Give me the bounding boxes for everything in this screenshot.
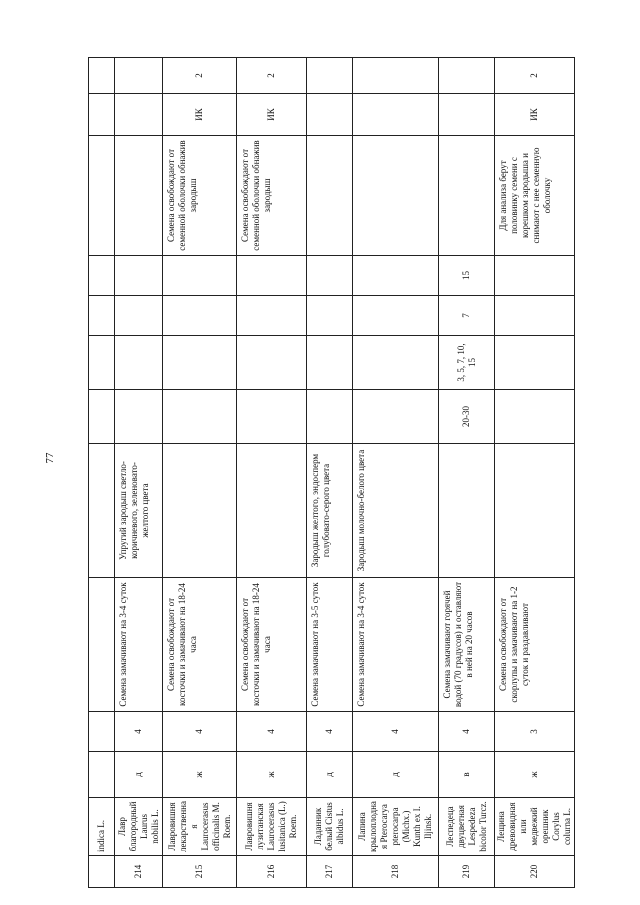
cell-c4: 4 bbox=[237, 712, 307, 752]
evaluation-text bbox=[495, 444, 575, 578]
table-row bbox=[439, 58, 495, 888]
preparation-text: Семена освобождают от скорлупы и замачивают на 1-2 суток и раздавливают bbox=[495, 578, 575, 712]
evaluation-text: Зародыш желтого, эндосперм голубовато-серого цвета bbox=[307, 444, 353, 578]
cell-c4: 4 bbox=[353, 712, 439, 752]
cell-c3: ж bbox=[495, 752, 575, 798]
cell-c7: 20-30 bbox=[439, 390, 495, 444]
species-name: Ладанник белый Cistus albidus L. bbox=[307, 798, 353, 856]
note-text: Семена освобождают от семенной оболочки обнажив зародыш bbox=[163, 136, 237, 256]
species-name: Лавровишня лузитанская Laurocerasus lusitanica (L.) Roem. bbox=[237, 798, 307, 856]
preparation-text: Семена освобождают от косточки и замачивают на 18-24 часа bbox=[163, 578, 237, 712]
evaluation-text bbox=[163, 444, 237, 578]
cell-c3: в bbox=[439, 752, 495, 798]
header-fragment: indica L. bbox=[89, 798, 115, 856]
row-number: 220 bbox=[495, 856, 575, 888]
cell-c4: 3 bbox=[495, 712, 575, 752]
table-row bbox=[495, 58, 575, 888]
row-number: 214 bbox=[115, 856, 163, 888]
cell-c3: д bbox=[353, 752, 439, 798]
table-row-header-fragment bbox=[89, 58, 115, 888]
cell-c4: 4 bbox=[115, 712, 163, 752]
cell-c9: 7 bbox=[439, 296, 495, 336]
row-number: 215 bbox=[163, 856, 237, 888]
table-row bbox=[237, 58, 307, 888]
cell-c3: д bbox=[307, 752, 353, 798]
rotated-table-container bbox=[88, 58, 572, 888]
preparation-text: Семена замачивают на 3-4 суток bbox=[353, 578, 439, 712]
cell-c8: 3, 5, 7, 10, 15 bbox=[439, 336, 495, 390]
cell-c4: 4 bbox=[163, 712, 237, 752]
cell-c3: д bbox=[115, 752, 163, 798]
evaluation-text: Зародыш молочно-белого цвета bbox=[353, 444, 439, 578]
evaluation-text bbox=[237, 444, 307, 578]
preparation-text: Семена замачивают на 3-5 суток bbox=[307, 578, 353, 712]
table-row bbox=[307, 58, 353, 888]
row-number: 218 bbox=[353, 856, 439, 888]
evaluation-text: Упругий зародыш светло-коричневого, зеленовато-желтого цвета bbox=[115, 444, 163, 578]
method-code: ИК bbox=[495, 94, 575, 136]
species-name: Лавровишня лекарственная Laurocerasus officinalis M. Roem. bbox=[163, 798, 237, 856]
preparation-text: Семена замачивают на 3-4 суток bbox=[115, 578, 163, 712]
evaluation-text bbox=[439, 444, 495, 578]
page-number: 77 bbox=[44, 452, 56, 464]
note-text: Семена освобождают от семенной оболочки обнажив зародыш bbox=[237, 136, 307, 256]
cell-c3: ж bbox=[237, 752, 307, 798]
cell-c13: 2 bbox=[237, 58, 307, 94]
row-number: 216 bbox=[237, 856, 307, 888]
table-cell bbox=[89, 856, 115, 888]
row-number: 219 bbox=[439, 856, 495, 888]
species-name: Лапина крылоплодная Pterocarya pterocarpa (Michx.) Kunth ex I. Iljinsk. bbox=[353, 798, 439, 856]
table-row bbox=[353, 58, 439, 888]
cell-c13: 2 bbox=[163, 58, 237, 94]
cell-c13: 2 bbox=[495, 58, 575, 94]
cell-c3: ж bbox=[163, 752, 237, 798]
table-row bbox=[115, 58, 163, 888]
cell-c4: 4 bbox=[307, 712, 353, 752]
method-code: ИК bbox=[237, 94, 307, 136]
preparation-text: Семена освобождают от косточки и замачивают на 18-24 часа bbox=[237, 578, 307, 712]
species-name: Лавр благородный Laurus nobilis L. bbox=[115, 798, 163, 856]
species-name: Лещина древовидная или медвежий орешник Corylus colurna L. bbox=[495, 798, 575, 856]
note-text: Для анализа берут половинку семени с корешком зародыша и снимают с нее семенную оболочку bbox=[495, 136, 575, 256]
method-code: ИК bbox=[163, 94, 237, 136]
cell-c10: 15 bbox=[439, 256, 495, 296]
table-row bbox=[163, 58, 237, 888]
cell-c4: 4 bbox=[439, 712, 495, 752]
species-name: Леспедеца двуцветная Lespedeza bicolor Turcz. bbox=[439, 798, 495, 856]
row-number: 217 bbox=[307, 856, 353, 888]
preparation-text: Семена замачивают горячей водой (70 градусов) и оставляют в ней на 20 часов bbox=[439, 578, 495, 712]
seed-analysis-table bbox=[88, 57, 575, 888]
